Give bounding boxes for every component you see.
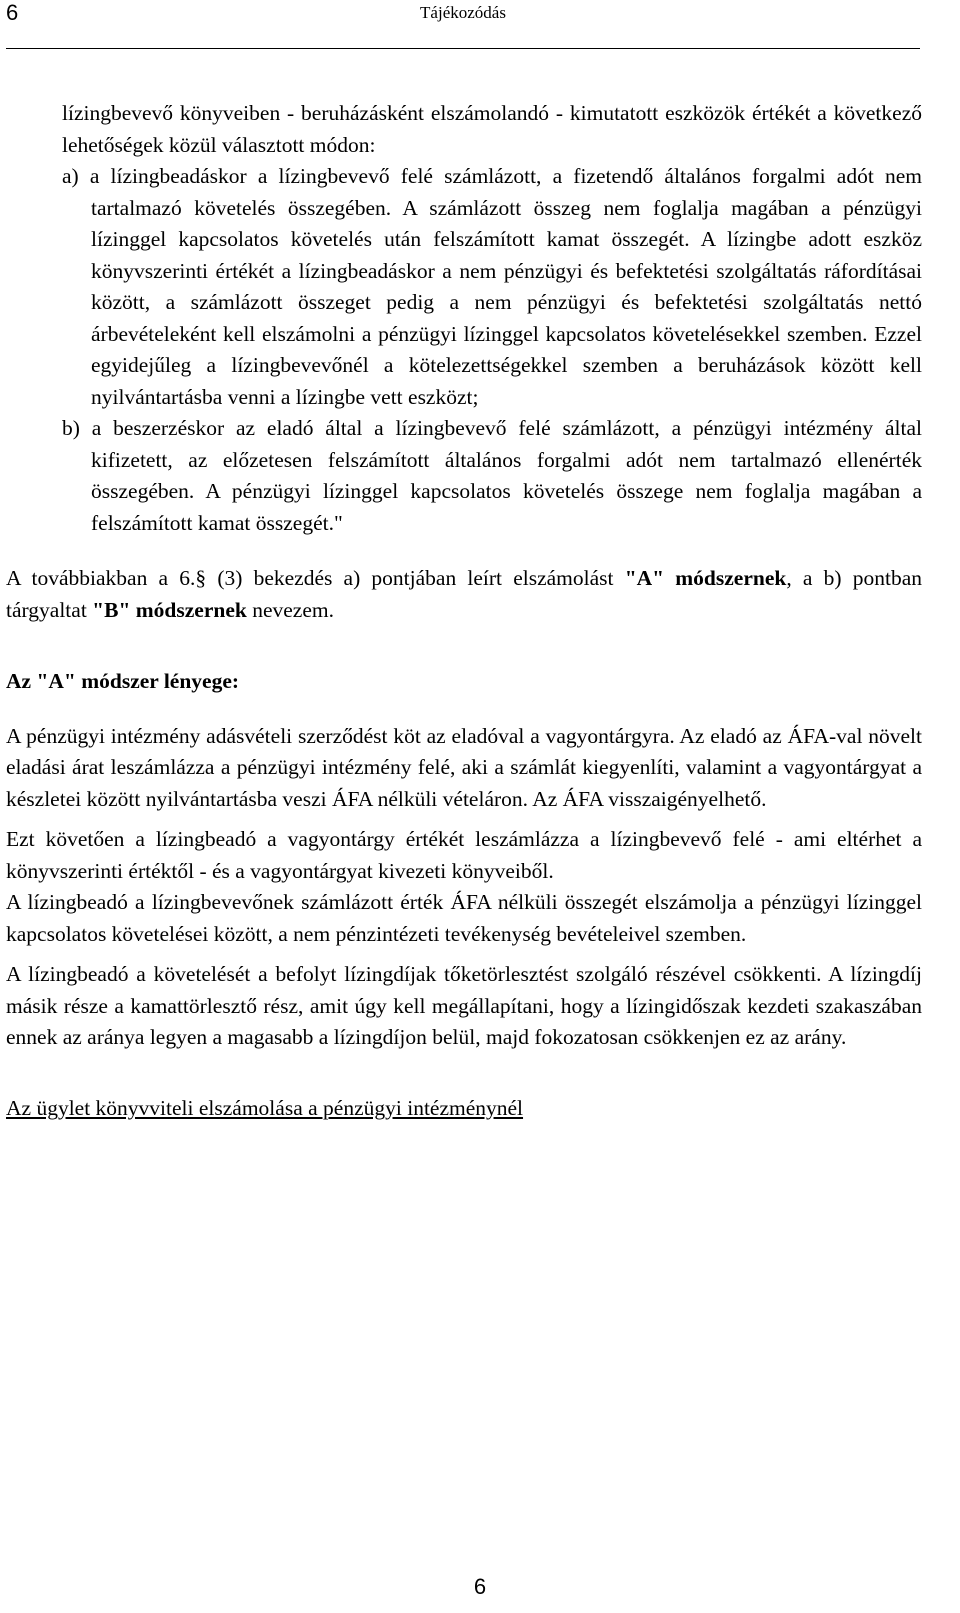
reference-text-1: A továbbiakban a 6.§ (3) bekezdés a) pontjában leírt elszámolást xyxy=(6,566,625,590)
method-b-term: "B" módszernek xyxy=(92,597,247,622)
method-a-term: "A" módszernek xyxy=(624,566,787,590)
reference-text-3: nevezem. xyxy=(246,597,334,622)
accounting-section-heading: Az ügylet könyvviteli elszámolása a pénzügyi intézménynél xyxy=(6,1095,524,1120)
page-footer-number: 6 xyxy=(473,1574,487,1599)
paragraph-accounting: A lízingbeadó a lízingbevevőnek számlázott érték ÁFA nélküli összegét elszámolja a pénzügyi lízinggel kapcsolatos követelései között, a nem pénzintézeti tevékenység bevételeivel szemben. xyxy=(6,890,922,946)
paragraph-invoicing: Ezt követően a lízingbeadó a vagyontárgy értékét leszámlázza a lízingbevevő felé - ami eltérhet a könyvszerinti értéktől - és a vagyontárgyat kivezeti könyveiből. xyxy=(6,827,922,883)
header-page-number: 6 xyxy=(6,0,19,25)
header-title: Tájékozódás xyxy=(420,3,506,22)
page-content xyxy=(6,98,922,1124)
paragraph-installments: A lízingbeadó a követelését a befolyt lízingdíjak tőketörlesztést szolgáló részével csökkenti. A lízingdíj másik része a kamattörlesztő rész, amit úgy kell megállapítani, hogy a lízingidőszak kezdeti szakaszában ennek az aránya legyen a magasabb a lízingdíjon belül, majd fokozatosan csökkenjen ez az arány. xyxy=(6,962,922,1049)
list-item-a: a) a lízingbeadáskor a lízingbevevő felé számlázott, a fizetendő általános forgalmi adót nem tartalmazó követelés összegében. A számlázott összeg nem foglalja magában a pénzügyi lízinggel kapcsolatos követelés után felszámított kamat összegét. A lízingbe adott eszköz könyvszerinti értékét a lízingbeadáskor a nem pénzügyi és befektetési szolgáltatás ráfordításai között, a számlázott összeget pedig a nem pénzügyi és befektetési szolgáltatás nettó árbevételeként kell elszámolni a pénzügyi lízinggel kapcsolatos követelésekkel szemben. Ezzel egyidejűleg a lízingbevevőnél a kötelezettségekkel szemben a beruházások között kell nyilvántartásba venni a lízingbe vett eszközt; xyxy=(62,164,922,409)
page-header xyxy=(6,0,920,49)
list-item-b: b) a beszerzéskor az eladó által a lízingbevevő felé számlázott, a pénzügyi intézmény által kifizetett, az előzetesen felszámított általános forgalmi adót nem tartalmazó ellenérték összegében. A pénzügyi lízinggel kapcsolatos követelés összege nem foglalja magában a felszámított kamat összegét." xyxy=(62,416,922,535)
intro-paragraph: lízingbevevő könyveiben - beruházásként elszámolandó - kimutatott eszközök értékét a következő lehetőségek közül választott módon: xyxy=(62,101,922,157)
paragraph-contract: A pénzügyi intézmény adásvételi szerződést köt az eladóval a vagyontárgyra. Az eladó az ÁFA-val növelt eladási árat leszámlázza a pénzügyi intézmény felé, aki a számlát kiegyenlíti, valamint a vagyontárgyat a készletei között nyilvántartásba veszi ÁFA nélküli vételáron. Az ÁFA visszaigényelhető. xyxy=(6,723,922,811)
method-a-heading: Az "A" módszer lényege: xyxy=(6,669,240,693)
method-reference-paragraph xyxy=(6,563,922,626)
reference-text-2: , a b) pontban tárgyaltat xyxy=(6,566,922,622)
